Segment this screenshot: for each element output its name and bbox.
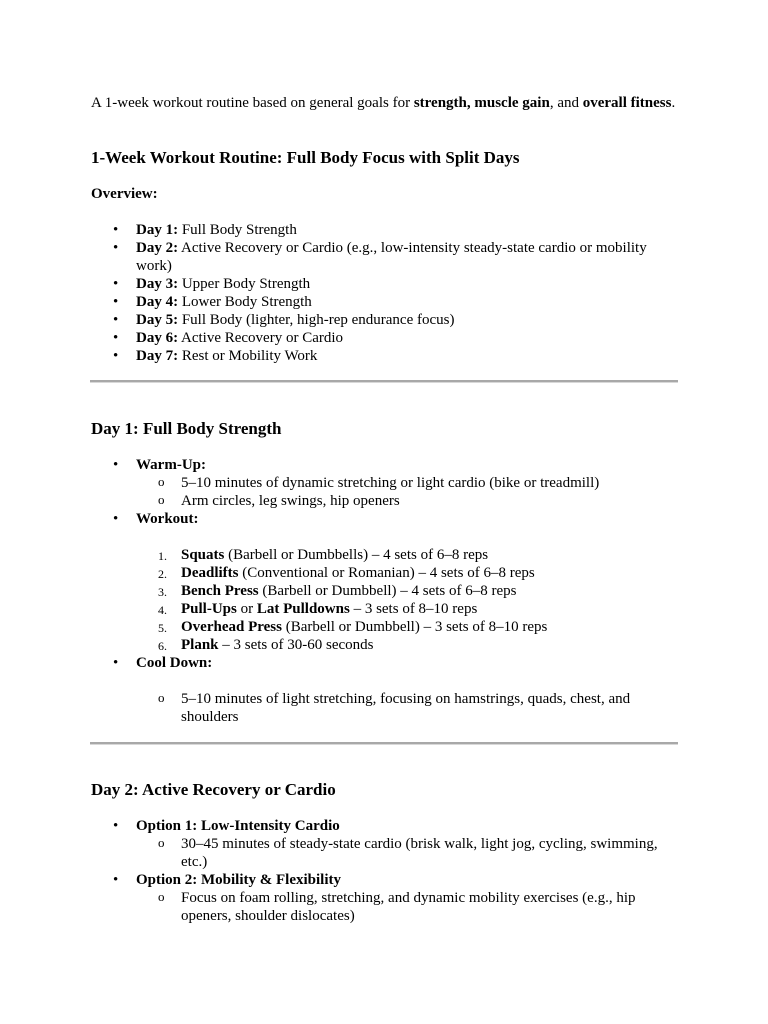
overview-day-label: Day 4: [136, 294, 179, 310]
exercise-name-alt: Lat Pulldowns [256, 601, 350, 617]
overview-day-label: Day 2: [136, 240, 179, 256]
day1-cooldown-list [91, 690, 681, 726]
day1-warmup-item [91, 456, 681, 510]
exercise-detail: (Conventional or Romanian) – 4 sets of 6–8 reps [238, 565, 535, 581]
day2-options-list [91, 817, 681, 925]
warmup-subitem: o Arm circles, leg swings, hip openers [136, 492, 681, 510]
day1-heading: Day 1: Full Body Strength [91, 419, 282, 438]
section-divider [90, 380, 678, 383]
exercise-name: Plank [181, 637, 219, 653]
workout-label: Workout: [136, 511, 199, 527]
option2-subitem: o Focus on foam rolling, stretching, and dynamic mobility exercises (e.g., hip openers, shoulder dislocates) [136, 889, 681, 925]
intro-bold-fitness: overall fitness [582, 95, 672, 111]
overview-day-text: Upper Body Strength [178, 276, 311, 292]
intro-bold-goals: strength, muscle gain [413, 95, 550, 111]
option2-sublist [136, 889, 681, 925]
exercise-number: 5. [158, 621, 167, 635]
exercise-number: 6. [158, 639, 167, 653]
overview-day-label: Day 6: [136, 330, 179, 346]
option1-sublist [136, 835, 681, 871]
exercise-detail: (Barbell or Dumbbell) – 3 sets of 8–10 reps [281, 619, 548, 635]
overview-item-day3 [91, 275, 681, 293]
overview-day-text: Full Body Strength [178, 222, 297, 238]
intro-mid: , and [549, 95, 583, 111]
day2-heading: Day 2: Active Recovery or Cardio [91, 780, 336, 799]
exercise-name: Deadlifts [181, 565, 239, 581]
overview-list [91, 221, 681, 365]
exercise-number: 2. [158, 567, 167, 581]
intro-paragraph [91, 94, 681, 112]
day1-warmup-list [91, 456, 681, 528]
exercise-item [136, 564, 681, 582]
overview-day-text: Full Body (lighter, high-rep endurance focus) [178, 312, 455, 328]
exercise-number: 1. [158, 549, 167, 563]
exercise-detail: (Barbell or Dumbbell) – 4 sets of 6–8 reps [258, 583, 517, 599]
exercise-item [136, 582, 681, 600]
cooldown-wrapper [91, 690, 681, 726]
overview-day-label: Day 5: [136, 312, 179, 328]
exercise-name: Bench Press [181, 583, 259, 599]
exercise-detail: or [236, 601, 257, 617]
intro-prefix: A 1-week workout routine based on general goals for [91, 95, 414, 111]
overview-item-day1 [91, 221, 681, 239]
option2-label: Option 2: Mobility & Flexibility [136, 872, 341, 888]
cooldown-sublist [136, 690, 681, 726]
day1-workout-item [91, 510, 681, 528]
exercise-name: Squats [181, 547, 225, 563]
day1-exercise-list [91, 546, 681, 672]
warmup-label: Warm-Up: [136, 457, 206, 473]
exercise-detail: (Barbell or Dumbbells) – 4 sets of 6–8 reps [224, 547, 489, 563]
exercise-item [136, 600, 681, 618]
overview-day-text: Active Recovery or Cardio (e.g., low-intensity steady-state cardio or mobility work) [136, 240, 647, 274]
option1-label: Option 1: Low-Intensity Cardio [136, 818, 340, 834]
exercise-item [136, 618, 681, 636]
exercise-name: Pull-Ups [181, 601, 237, 617]
exercise-list-wrapper [91, 546, 681, 654]
overview-day-text: Rest or Mobility Work [178, 348, 318, 364]
exercise-item [136, 636, 681, 654]
day2-option2-item [91, 871, 681, 925]
overview-label: Overview: [91, 186, 158, 202]
exercise-detail: – 3 sets of 8–10 reps [349, 601, 478, 617]
exercise-name: Overhead Press [181, 619, 282, 635]
overview-item-day4 [91, 293, 681, 311]
exercise-number: 4. [158, 603, 167, 617]
overview-item-day2 [91, 239, 681, 275]
overview-day-label: Day 1: [136, 222, 179, 238]
section-divider [90, 742, 678, 745]
overview-day-label: Day 3: [136, 276, 179, 292]
cooldown-label: Cool Down: [136, 655, 213, 671]
overview-item-day7 [91, 347, 681, 365]
exercise-item [136, 546, 681, 564]
overview-item-day6 [91, 329, 681, 347]
day2-option1-item [91, 817, 681, 871]
routine-title: 1-Week Workout Routine: Full Body Focus with Split Days [91, 148, 520, 167]
warmup-sublist [136, 474, 681, 510]
overview-day-text: Lower Body Strength [178, 294, 312, 310]
warmup-subitem: o 5–10 minutes of dynamic stretching or light cardio (bike or treadmill) [136, 474, 681, 492]
overview-item-day5 [91, 311, 681, 329]
option1-subitem: o 30–45 minutes of steady-state cardio (brisk walk, light jog, cycling, swimming, etc.) [136, 835, 681, 871]
exercise-detail: – 3 sets of 30-60 seconds [218, 637, 374, 653]
overview-day-text: Active Recovery or Cardio [178, 330, 344, 346]
overview-day-label: Day 7: [136, 348, 179, 364]
exercise-numbered-list [136, 546, 681, 654]
day1-cooldown-item [91, 654, 681, 672]
cooldown-subitem: o 5–10 minutes of light stretching, focusing on hamstrings, quads, chest, and shoulders [136, 690, 681, 726]
exercise-number: 3. [158, 585, 167, 599]
intro-suffix: . [671, 95, 676, 111]
